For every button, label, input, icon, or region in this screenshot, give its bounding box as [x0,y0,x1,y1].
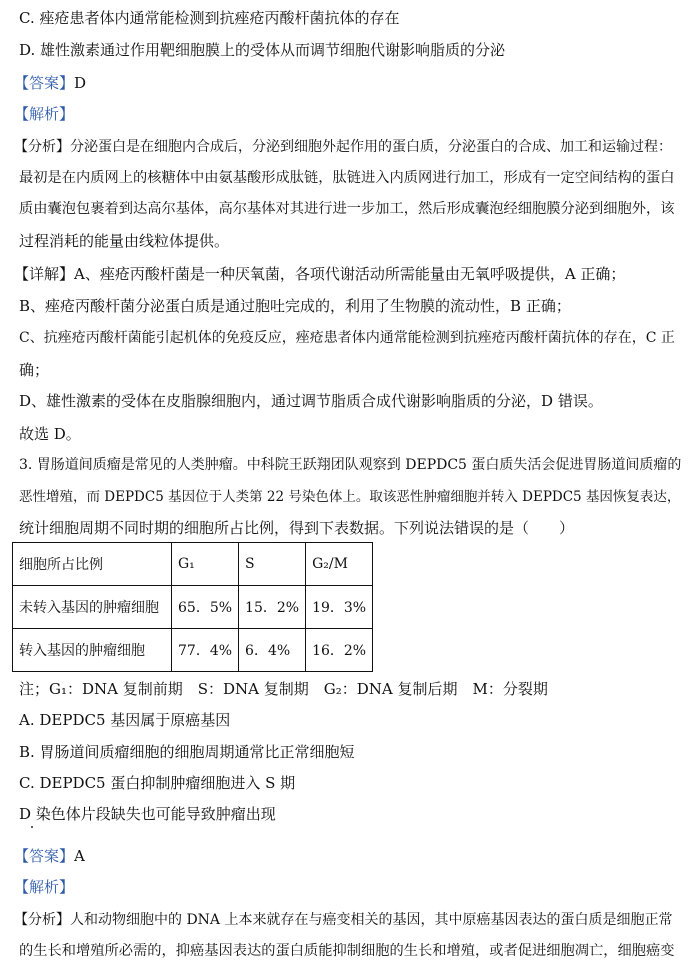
analysis-text-1d: 过程消耗的能量由线粒体提供。 [19,232,230,250]
detail-c1: C、抗痤疮丙酸杆菌能引起机体的免疫反应，痤疮患者体内通常能检测到抗痤疮丙酸杆菌抗体的存在，C 正 [19,330,675,346]
answer-2 [14,846,681,866]
table-cell: G₂/M [306,543,373,586]
option-b: B. 胃肠道间质瘤细胞的细胞周期通常比正常细胞短 [19,743,355,761]
answer-label: 【答案】 [14,74,75,92]
option-d-prev: D. 雄性激素通过作用靶细胞膜上的受体从而调节细胞代谢影响脂质的分泌 [19,41,506,59]
analysis-text-2b: 的生长和增殖所必需的，抑癌基因表达的蛋白质能抑制细胞的生长和增殖，或者促进细胞凋亡，细胞癌变 [19,943,675,959]
table-header-row [13,543,373,586]
answer-value: D [74,74,87,92]
analysis-heading-1: 【解析】 [14,105,75,123]
question-3-c: 统计细胞周期不同时期的细胞所占比例，得到下表数据。下列说法错误的是（ ） [19,519,575,537]
analysis-text-1b: 最初是在内质网上的核糖体中由氨基酸形成肽链，肽链进入内质网进行加工，形成有一定空间结构的蛋白 [19,170,675,186]
table-cell: 转入基因的肿瘤细胞 [13,629,172,672]
cell-cycle-table [12,542,373,672]
table-row [13,629,373,672]
option-d: D 染色体片段缺失也可能导致肿瘤出现 [19,805,276,823]
option-c: C. DEPDC5 蛋白抑制肿瘤细胞进入 S 期 [19,774,296,792]
table-cell: 细胞所占比例 [13,543,172,586]
option-c-prev: C. 痤疮患者体内通常能检测到抗痤疮丙酸杆菌抗体的存在 [19,9,400,27]
table-cell: 19．3% [306,586,373,629]
table-cell: 77．4% [172,629,239,672]
question-3-b: 恶性增殖，而 DEPDC5 基因位于人类第 22 号染色体上。取该恶性肿瘤细胞并转入 DEPDC5 基因恢复表达， [19,489,681,505]
table-cell: G₁ [172,543,239,586]
analysis-heading-2: 【解析】 [14,878,75,896]
detail-d: D、雄性激素的受体在皮脂腺细胞内，通过调节脂质合成代谢影响脂质的分泌，D 错误。 [19,392,603,410]
table-cell: 15．2% [239,586,306,629]
detail-c2: 确； [19,361,50,379]
table-cell: 16．2% [306,629,373,672]
table-cell: 65．5% [172,586,239,629]
table-cell: 6．4% [239,629,306,672]
answer-1 [14,73,681,93]
option-a: A. DEPDC5 基因属于原癌基因 [19,711,231,729]
table-note: 注；G₁：DNA 复制前期 S：DNA 复制期 G₂：DNA 复制后期 M：分裂期 [19,680,548,698]
table-cell: 未转入基因的肿瘤细胞 [13,586,172,629]
answer-value: A [74,847,85,865]
stray-dot [31,826,33,828]
question-3-a: 3. 胃肠道间质瘤是常见的人类肿瘤。中科院王跃翔团队观察到 DEPDC5 蛋白质失活会促进胃肠道间质瘤的 [19,457,682,473]
conclusion: 故选 D。 [19,425,81,443]
detail-b: B、痤疮丙酸杆菌分泌蛋白质是通过胞吐完成的，利用了生物膜的流动性，B 正确； [19,297,571,315]
analysis-text-2a: 【分析】人和动物细胞中的 DNA 上本来就存在与癌变相关的基因，其中原癌基因表达的蛋白质是细胞正常 [14,912,673,928]
table-row [13,586,373,629]
answer-label: 【答案】 [14,847,75,865]
analysis-text-1a: 【分析】分泌蛋白是在细胞内合成后，分泌到细胞外起作用的蛋白质，分泌蛋白的合成、加工和运输过程： [14,139,672,155]
analysis-text-1c: 质由囊泡包裹着到达高尔基体，高尔基体对其进行进一步加工，然后形成囊泡经细胞膜分泌到细胞外，该 [19,201,675,217]
detail-a: 【详解】A、痤疮丙酸杆菌是一种厌氧菌，各项代谢活动所需能量由无氧呼吸提供，A 正确； [14,265,626,283]
table-cell: S [239,543,306,586]
